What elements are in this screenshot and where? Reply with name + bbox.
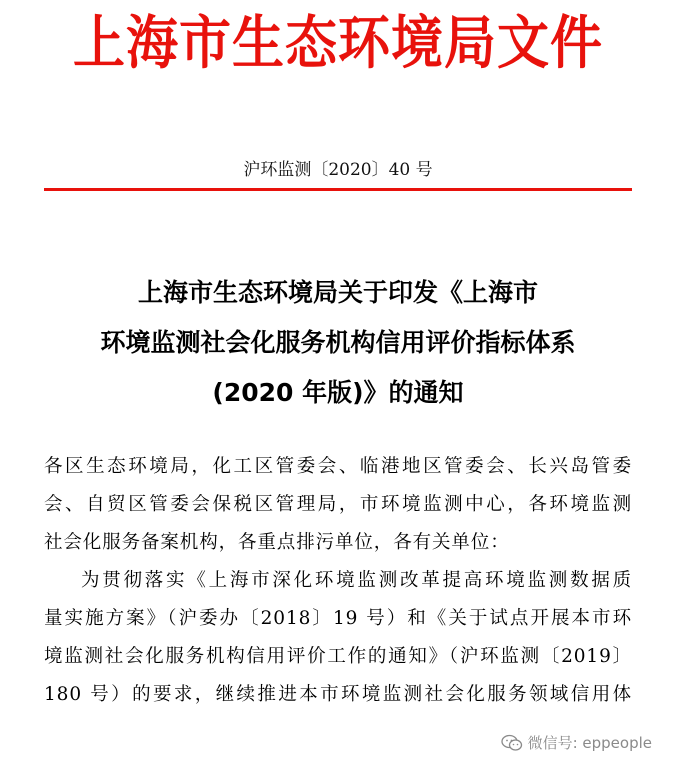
watermark-text: 微信号: eppeople — [527, 734, 652, 752]
addressee-line-1: 各区生态环境局，化工区管委会、临港地区管委会、长兴岛管委 — [44, 456, 632, 477]
red-divider-line — [44, 188, 632, 191]
paragraph-line-3: 境监测社会化服务机构信用评价工作的通知》（沪环监测〔2019〕 — [44, 646, 632, 667]
document-title — [0, 268, 676, 418]
wechat-icon — [501, 734, 523, 752]
paragraph-line-2: 量实施方案》（沪委办〔2018〕19 号）和《关于试点开展本市环 — [44, 608, 632, 629]
title-line-1: 上海市生态环境局关于印发《上海市 — [137, 278, 538, 307]
title-line-2: 环境监测社会化服务机构信用评价指标体系 — [100, 328, 576, 357]
document-number: 沪环监测〔2020〕40 号 — [243, 160, 433, 180]
wechat-watermark — [497, 732, 656, 753]
title-line-3: (2020 年版)》的通知 — [212, 378, 464, 407]
addressee-line-2: 会、自贸区管委会保税区管理局，市环境监测中心，各环境监测 — [44, 494, 632, 515]
addressee-line-3: 社会化服务备案机构，各重点排污单位，各有关单位： — [44, 532, 510, 553]
addressee-paragraph — [44, 448, 632, 562]
document-body — [44, 448, 632, 714]
paragraph-line-4: 180 号）的要求，继续推进本市环境监测社会化服务领域信用体 — [44, 684, 632, 705]
paragraph-line-1: 为贯彻落实《上海市深化环境监测改革提高环境监测数据质 — [81, 570, 632, 591]
document-issuer-header: 上海市生态环境局文件 — [72, 11, 603, 78]
body-paragraph — [44, 562, 632, 714]
